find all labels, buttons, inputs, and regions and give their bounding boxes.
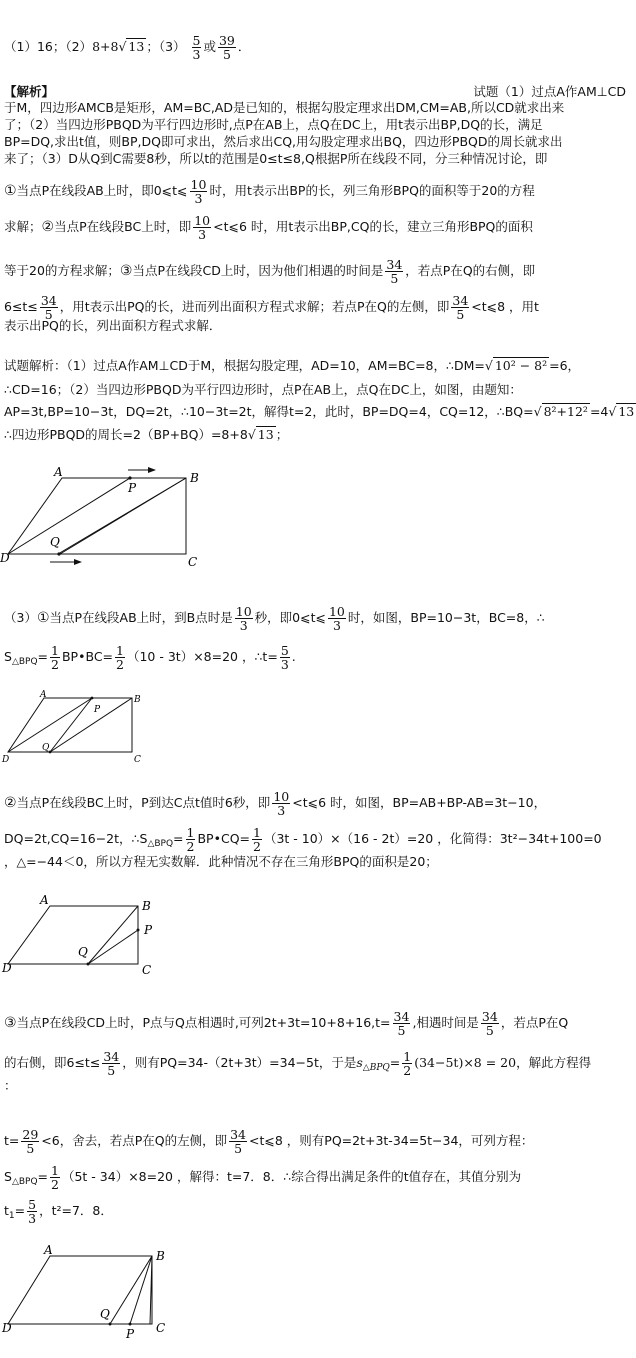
figure3-label-d: D <box>2 961 12 975</box>
figure2-label-c: C <box>134 755 141 765</box>
analysis-line-5: 来了；（3）D从Q到C需要8秒，所以t的范围是0≤t≤8,Q根据P所在线段不同，分三种情况讨论，即 <box>4 151 548 166</box>
analysis-line-7: 求解；②当点P在线段BC上时，即 $\frac{10}{3}$ <t⩽6 时，用t表示出BP,CQ的长，建立三角形BPQ的面积 <box>4 213 533 242</box>
figure-parallelogram-4 <box>0 1240 180 1340</box>
figure1-point-p <box>128 476 131 479</box>
solution-line-3: AP=3t,BP=10−3t，DQ=2t，∴10−3t=2t，解得t=2，此时，BP=DQ=4，CQ=12，∴BQ=√ 8²+12² =4√ 13 <box>4 404 635 419</box>
part3a-line-2: $S_{\triangle BPQ}=$ $\frac{1}{2}$ BP•BC= $\frac{1}{2}$ （10 - 3t）×8=20 ，∴t= $\frac{5}{3}$ . <box>4 643 296 672</box>
figure4-label-a: A <box>44 1243 53 1257</box>
figure4-label-c: C <box>156 1321 166 1335</box>
figure2-label-a: A <box>40 690 47 700</box>
analysis-line-6: ①当点P在线段AB上时，即0⩽t⩽ $\frac{10}{3}$ 时，用t表示出BP的长，列三角形BPQ的面积等于20的方程 <box>4 177 535 206</box>
figure1-label-c: C <box>188 555 198 569</box>
answer-sqrt: 13 <box>128 39 145 54</box>
analysis-line-8: 等于20的方程求解；③当点P在线段CD上时，因为他们相遇的时间是 $\frac{34}{5}$ ，若点P在Q的右侧，即 <box>4 257 536 286</box>
figure4-label-q: Q <box>100 1307 110 1321</box>
figure2-line-dp <box>8 698 92 752</box>
figure2-line-qb <box>50 698 132 752</box>
figure1-outline <box>8 478 186 554</box>
figure3-label-b: B <box>142 899 151 913</box>
figure1-diagonal-dp <box>8 478 130 554</box>
figure1-label-q: Q <box>50 535 60 549</box>
figure-parallelogram-2 <box>0 688 160 768</box>
answer-frac-1: $\frac{5}{3}$ <box>192 33 201 62</box>
figure1-label-a: A <box>54 465 63 479</box>
figure2-label-p: P <box>94 705 101 715</box>
figure2-label-b: B <box>134 695 141 705</box>
figure3-label-p: P <box>144 923 153 937</box>
figure4-line-qb <box>110 1256 152 1324</box>
figure1-point-q <box>57 552 60 555</box>
analysis-line-4: BP=DQ,求出t值，则BP,DQ即可求出，然后求出CQ,用勾股定理求出BQ，四边形PBQD的周长就求出 <box>4 134 563 149</box>
figure2-label-q: Q <box>42 743 50 753</box>
part3c-line-5: $S_{\triangle BPQ}=$ $\frac{1}{2}$ （5t - 34）×8=20 ，解得：t=7．8．∴综合得出满足条件的t值存在，其值分别为 <box>4 1163 522 1192</box>
figure-parallelogram-3 <box>0 890 170 980</box>
figure3-label-q: Q <box>78 945 88 959</box>
analysis-line-2: 于M，四边形AMCB是矩形，AM=BC,AD是已知的，根据勾股定理求出DM,CM=AB,所以CD就求出来 <box>4 100 565 115</box>
figure3-label-c: C <box>142 963 152 977</box>
figure4-outline <box>8 1256 152 1324</box>
part3c-line-6: $t_1=$ $\frac{5}{3}$ ，t²=7．8． <box>4 1197 113 1226</box>
figure-parallelogram-1 <box>0 462 220 572</box>
figure4-label-b: B <box>156 1249 165 1263</box>
answer-text-3: ；（3） <box>146 39 186 54</box>
part3c-line-2: 的右侧，即6≤t≤ $\frac{34}{5}$ ，则有PQ=34-（2t+3t）=34−5t，于是$s_{\triangle BPQ}=$ $\frac{1}{2}$ (34−5t)×8 = 20，解此方程得 <box>4 1049 592 1078</box>
part3b-line-3: ，△=−44＜0，所以方程无实数解．此种情况不存在三角形BPQ的面积是20； <box>4 854 438 869</box>
part3b-line-1: ②当点P在线段BC上时，P到达C点t值时6秒，即 $\frac{10}{3}$ <t⩽6 时，如图，BP=AB+BP-AB=3t−10， <box>4 789 547 818</box>
answer-text-1: （1）16；（2） <box>4 39 93 54</box>
answer-or: 或 <box>203 39 216 54</box>
analysis-line-10: 表示出PQ的长，列出面积方程式求解． <box>4 318 222 333</box>
answer-frac-2: $\frac{39}{5}$ <box>218 33 235 62</box>
analysis-line-3: 了；（2）当四边形PBQD为平行四边形时,点P在AB上，点Q在DC上，用t表示出BP,DQ的长，满足 <box>4 117 543 132</box>
analysis-line-9: 6≤t≤ $\frac{34}{5}$ ，用t表示出PQ的长，进而列出面积方程式求解；若点P在Q的左侧，即 $\frac{34}{5}$ <t⩽8 ，用t <box>4 293 539 322</box>
figure2-label-d: D <box>2 755 10 765</box>
analysis-label: 【解析】 <box>4 84 55 99</box>
solution-line-4: ∴四边形PBQD的周长=2（BP+BQ）=8+8√ 13 ； <box>4 427 289 442</box>
figure4-label-p: P <box>126 1327 135 1341</box>
figure2-outline <box>8 698 132 752</box>
part3a-line-1: （3）①当点P在线段AB上时，到B点时是 $\frac{10}{3}$ 秒，即0⩽t⩽ $\frac{10}{3}$ 时，如图，BP=10−3t，BC=8，∴ <box>4 604 545 633</box>
figure1-label-p: P <box>128 481 137 495</box>
solution-line-2: ∴CD=16；（2）当四边形PBQD为平行四边形时，点P在AB上，点Q在DC上，如图，由题知： <box>4 382 522 397</box>
answer-text-2: 8+8 <box>92 39 119 54</box>
answer-line: （1）16；（2）8+8√ 13 ；（3） $\frac{5}{3}$ 或 $\frac{39}{5}$ ． <box>4 33 251 62</box>
figure4-line-pb <box>130 1256 152 1324</box>
figure2-line-qp <box>50 698 92 752</box>
figure1-label-d: D <box>0 551 10 565</box>
figure3-label-a: A <box>40 893 49 907</box>
solution-line-1: 试题解析：（1）过点A作AM⊥CD于M，根据勾股定理，AD=10，AM=BC=8，∴DM=√ 10² − 8² =6， <box>4 358 581 373</box>
figure3-outline <box>8 906 138 964</box>
figure4-label-d: D <box>2 1321 12 1335</box>
part3c-line-4: t= $\frac{29}{5}$ <6，舍去，若点P在Q的左侧，即 $\frac{34}{5}$ <t⩽8 ，则有PQ=2t+3t-34=5t−34，可列方程： <box>4 1127 534 1156</box>
part3b-line-2: DQ=2t,CQ=16−2t，$\therefore S_{\triangle BPQ}=$ $\frac{1}{2}$ BP•CQ= $\frac{1}{2}$ （3t - 10）×（16 - 2t）=20 ，化简得：3t²−34t+100=0 <box>4 825 602 854</box>
figure1-label-b: B <box>190 471 199 485</box>
part3c-line-3: ： <box>4 1078 17 1093</box>
analysis-line-1: 试题（1）过点A作AM⊥CD <box>473 84 626 99</box>
part3c-line-1: ③当点P在线段CD上时，P点与Q点相遇时,可列2t+3t=10+8+16,t= $\frac{34}{5}$ ,相遇时间是 $\frac{34}{5}$ ，若点P在Q <box>4 1009 569 1038</box>
